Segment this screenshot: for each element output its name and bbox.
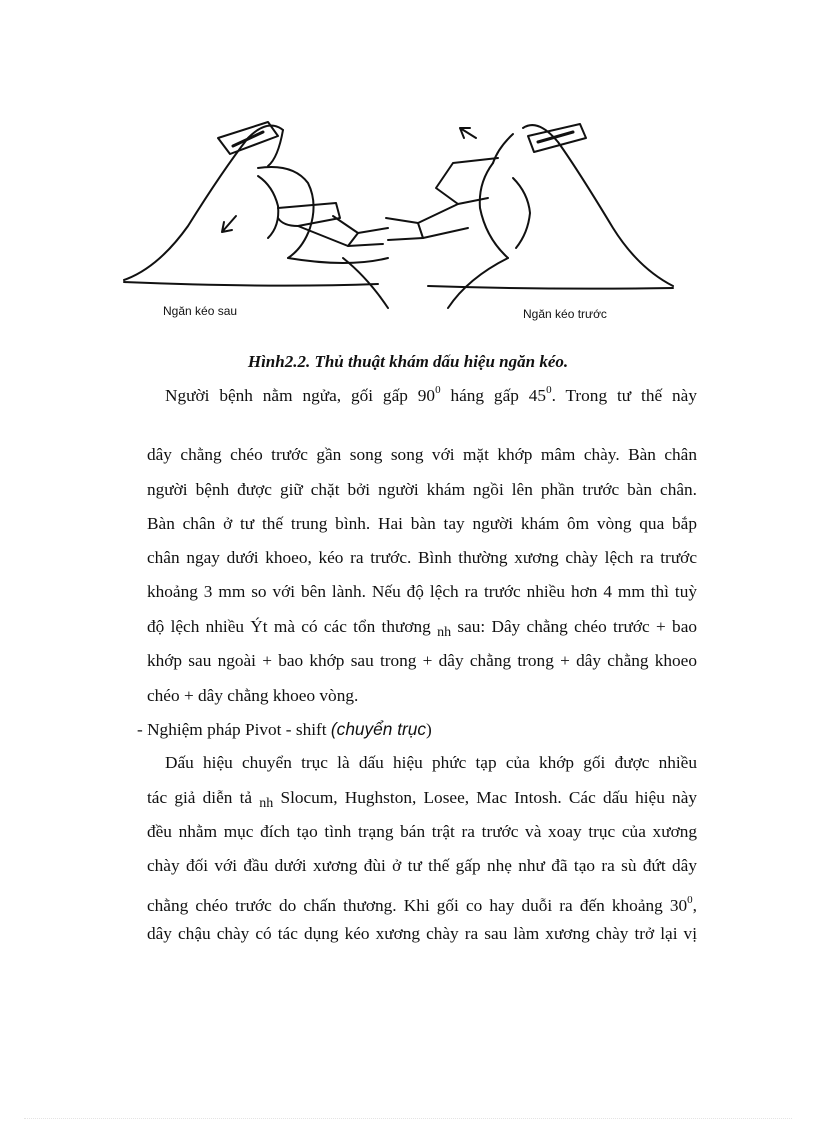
paragraph-line: chày đối với đầu dưới xương đùi ở tư thế gấp nhẹ như đã tạo ra sù đứt dây	[147, 856, 697, 875]
right-hand	[436, 158, 498, 204]
left-knee	[258, 167, 314, 258]
paragraph-line: chéo + dây chằng khoeo vòng.	[147, 686, 359, 705]
paragraph-line: chân ngay dưới khoeo, kéo ra trước. Bình thường xương chày lệch ra trước	[147, 548, 697, 567]
paragraph-line: Bàn chân ở tư thế trung bình. Hai bàn tay người khám ôm vòng qua bắp	[147, 514, 697, 533]
paragraph-line: dây chậu chày có tác dụng kéo xương chày ra sau làm xương chày trở lại vị	[147, 924, 697, 943]
figure-knee-drawer-test	[118, 108, 678, 330]
paragraph-line: Người bệnh nằm ngửa, gối gấp $90^0$ háng gấp $45^0$. Trong tư thế này	[165, 384, 697, 405]
bullet-pivot-shift: - Nghiệm pháp Pivot - shift (chuyển trục)	[137, 719, 432, 739]
right-knee	[480, 163, 508, 258]
paragraph-line: tác giả diễn tả $_{nh}$ Slocum, Hughston, Losee, Mac Intosh. Các dấu hiệu này	[147, 788, 698, 811]
left-figure-label: Ngăn kéo sau	[163, 304, 238, 318]
left-table-line	[124, 282, 378, 286]
left-hand	[278, 203, 340, 226]
right-figure-label: Ngăn kéo trước	[523, 307, 607, 321]
paragraph-line: độ lệch nhiều Ýt mà có các tổn thương $_{nh}$ sau: Dây chằng chéo trước + bao	[147, 617, 697, 640]
paragraph-line: người bệnh được giữ chặt bởi người khám ngồi lên phần trước bàn chân.	[147, 480, 697, 499]
paragraph-line: khớp sau ngoài + bao khớp sau trong + dây chằng trong + dây chằng khoeo	[147, 651, 697, 670]
page-bottom-rule	[24, 1118, 792, 1119]
paragraph-line: đều nhằm mục đích tạo tình trạng bán trật ra trước và xoay trục của xương	[147, 822, 697, 841]
right-arrow	[460, 128, 476, 138]
left-thigh-outline	[124, 126, 283, 281]
paragraph-line: Dấu hiệu chuyển trục là dấu hiệu phức tạp của khớp gối được nhiều	[165, 753, 697, 772]
figure-caption: Hình2.2. Thủ thuật khám dấu hiệu ngăn kéo.	[247, 352, 569, 371]
paragraph-line: khoảng 3 mm so với bên lành. Nếu độ lệch ra trước nhiều hơn 4 mm thì tuỳ	[147, 582, 697, 601]
knee-drawer-illustration	[118, 108, 678, 330]
right-arm	[386, 218, 423, 240]
paragraph-line: dây chằng chéo trước gần song song với mặt khớp mâm chày. Bàn chân	[147, 445, 697, 464]
paragraph-line: chằng chéo trước do chấn thương. Khi gối co hay duỗi ra đến khoảng $30^0$,	[147, 894, 697, 915]
left-arrow	[222, 216, 236, 232]
